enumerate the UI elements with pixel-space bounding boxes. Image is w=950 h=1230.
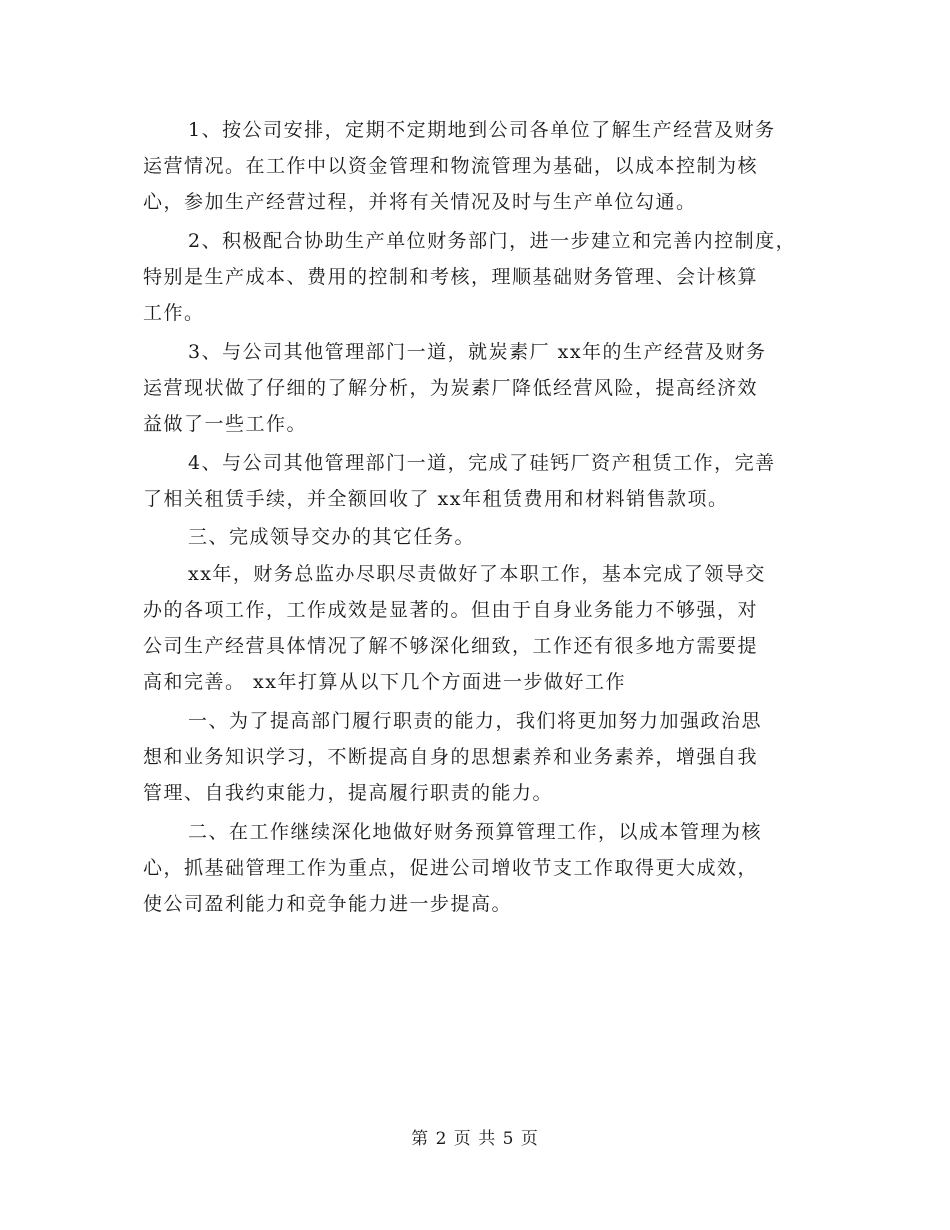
text-line-9: 益做了一些工作。 — [143, 413, 308, 435]
text-line-21: 心，抓基础管理工作为重点，促进公司增收节支工作取得更大成效， — [143, 857, 759, 879]
text-line-2: 运营情况。在工作中以资金管理和物流管理为基础，以成本控制为核 — [143, 155, 759, 177]
text-line-22: 使公司盈利能力和竞争能力进一步提高。 — [143, 893, 513, 915]
text-line-11: 了相关租赁手续，并全额回收了 xx年租赁费用和材料销售款项。 — [143, 488, 729, 510]
text-line-5: 特别是生产成本、费用的控制和考核，理顺基础财务管理、会计核算 — [143, 266, 759, 288]
text-line-12: 三、完成领导交办的其它任务。 — [188, 526, 476, 548]
text-line-13: xx年，财务总监办尽职尽责做好了本职工作，基本完成了领导交 — [188, 563, 766, 585]
text-line-18: 想和业务知识学习，不断提高自身的思想素养和业务素养，增强自我 — [143, 746, 759, 768]
text-line-15: 公司生产经营具体情况了解不够深化细致，工作还有很多地方需要提 — [143, 635, 759, 657]
text-line-20: 二、在工作继续深化地做好财务预算管理工作，以成本管理为核 — [188, 821, 763, 843]
text-line-17: 一、为了提高部门履行职责的能力，我们将更加努力加强政治思 — [188, 710, 763, 732]
text-line-4: 2、积极配合协助生产单位财务部门，进一步建立和完善内控制度， — [188, 230, 797, 252]
text-line-8: 运营现状做了仔细的了解分析，为炭素厂降低经营风险，提高经济效 — [143, 377, 759, 399]
text-line-7: 3、与公司其他管理部门一道，就炭素厂 xx年的生产经营及财务 — [188, 341, 767, 363]
page-footer: 第 2 页 共 5 页 — [411, 1129, 539, 1149]
text-line-3: 心，参加生产经营过程，并将有关情况及时与生产单位勾通。 — [143, 191, 697, 213]
text-line-16: 高和完善。 xx年打算从以下几个方面进一步做好工作 — [143, 671, 626, 693]
text-line-10: 4、与公司其他管理部门一道，完成了硅钙厂资产租赁工作，完善 — [188, 452, 776, 474]
text-line-1: 1、按公司安排，定期不定期地到公司各单位了解生产经营及财务 — [188, 119, 776, 141]
text-line-14: 办的各项工作，工作成效是显著的。但由于自身业务能力不够强，对 — [143, 599, 759, 621]
text-line-19: 管理、自我约束能力，提高履行职责的能力。 — [143, 782, 554, 804]
text-line-6: 工作。 — [143, 302, 205, 324]
